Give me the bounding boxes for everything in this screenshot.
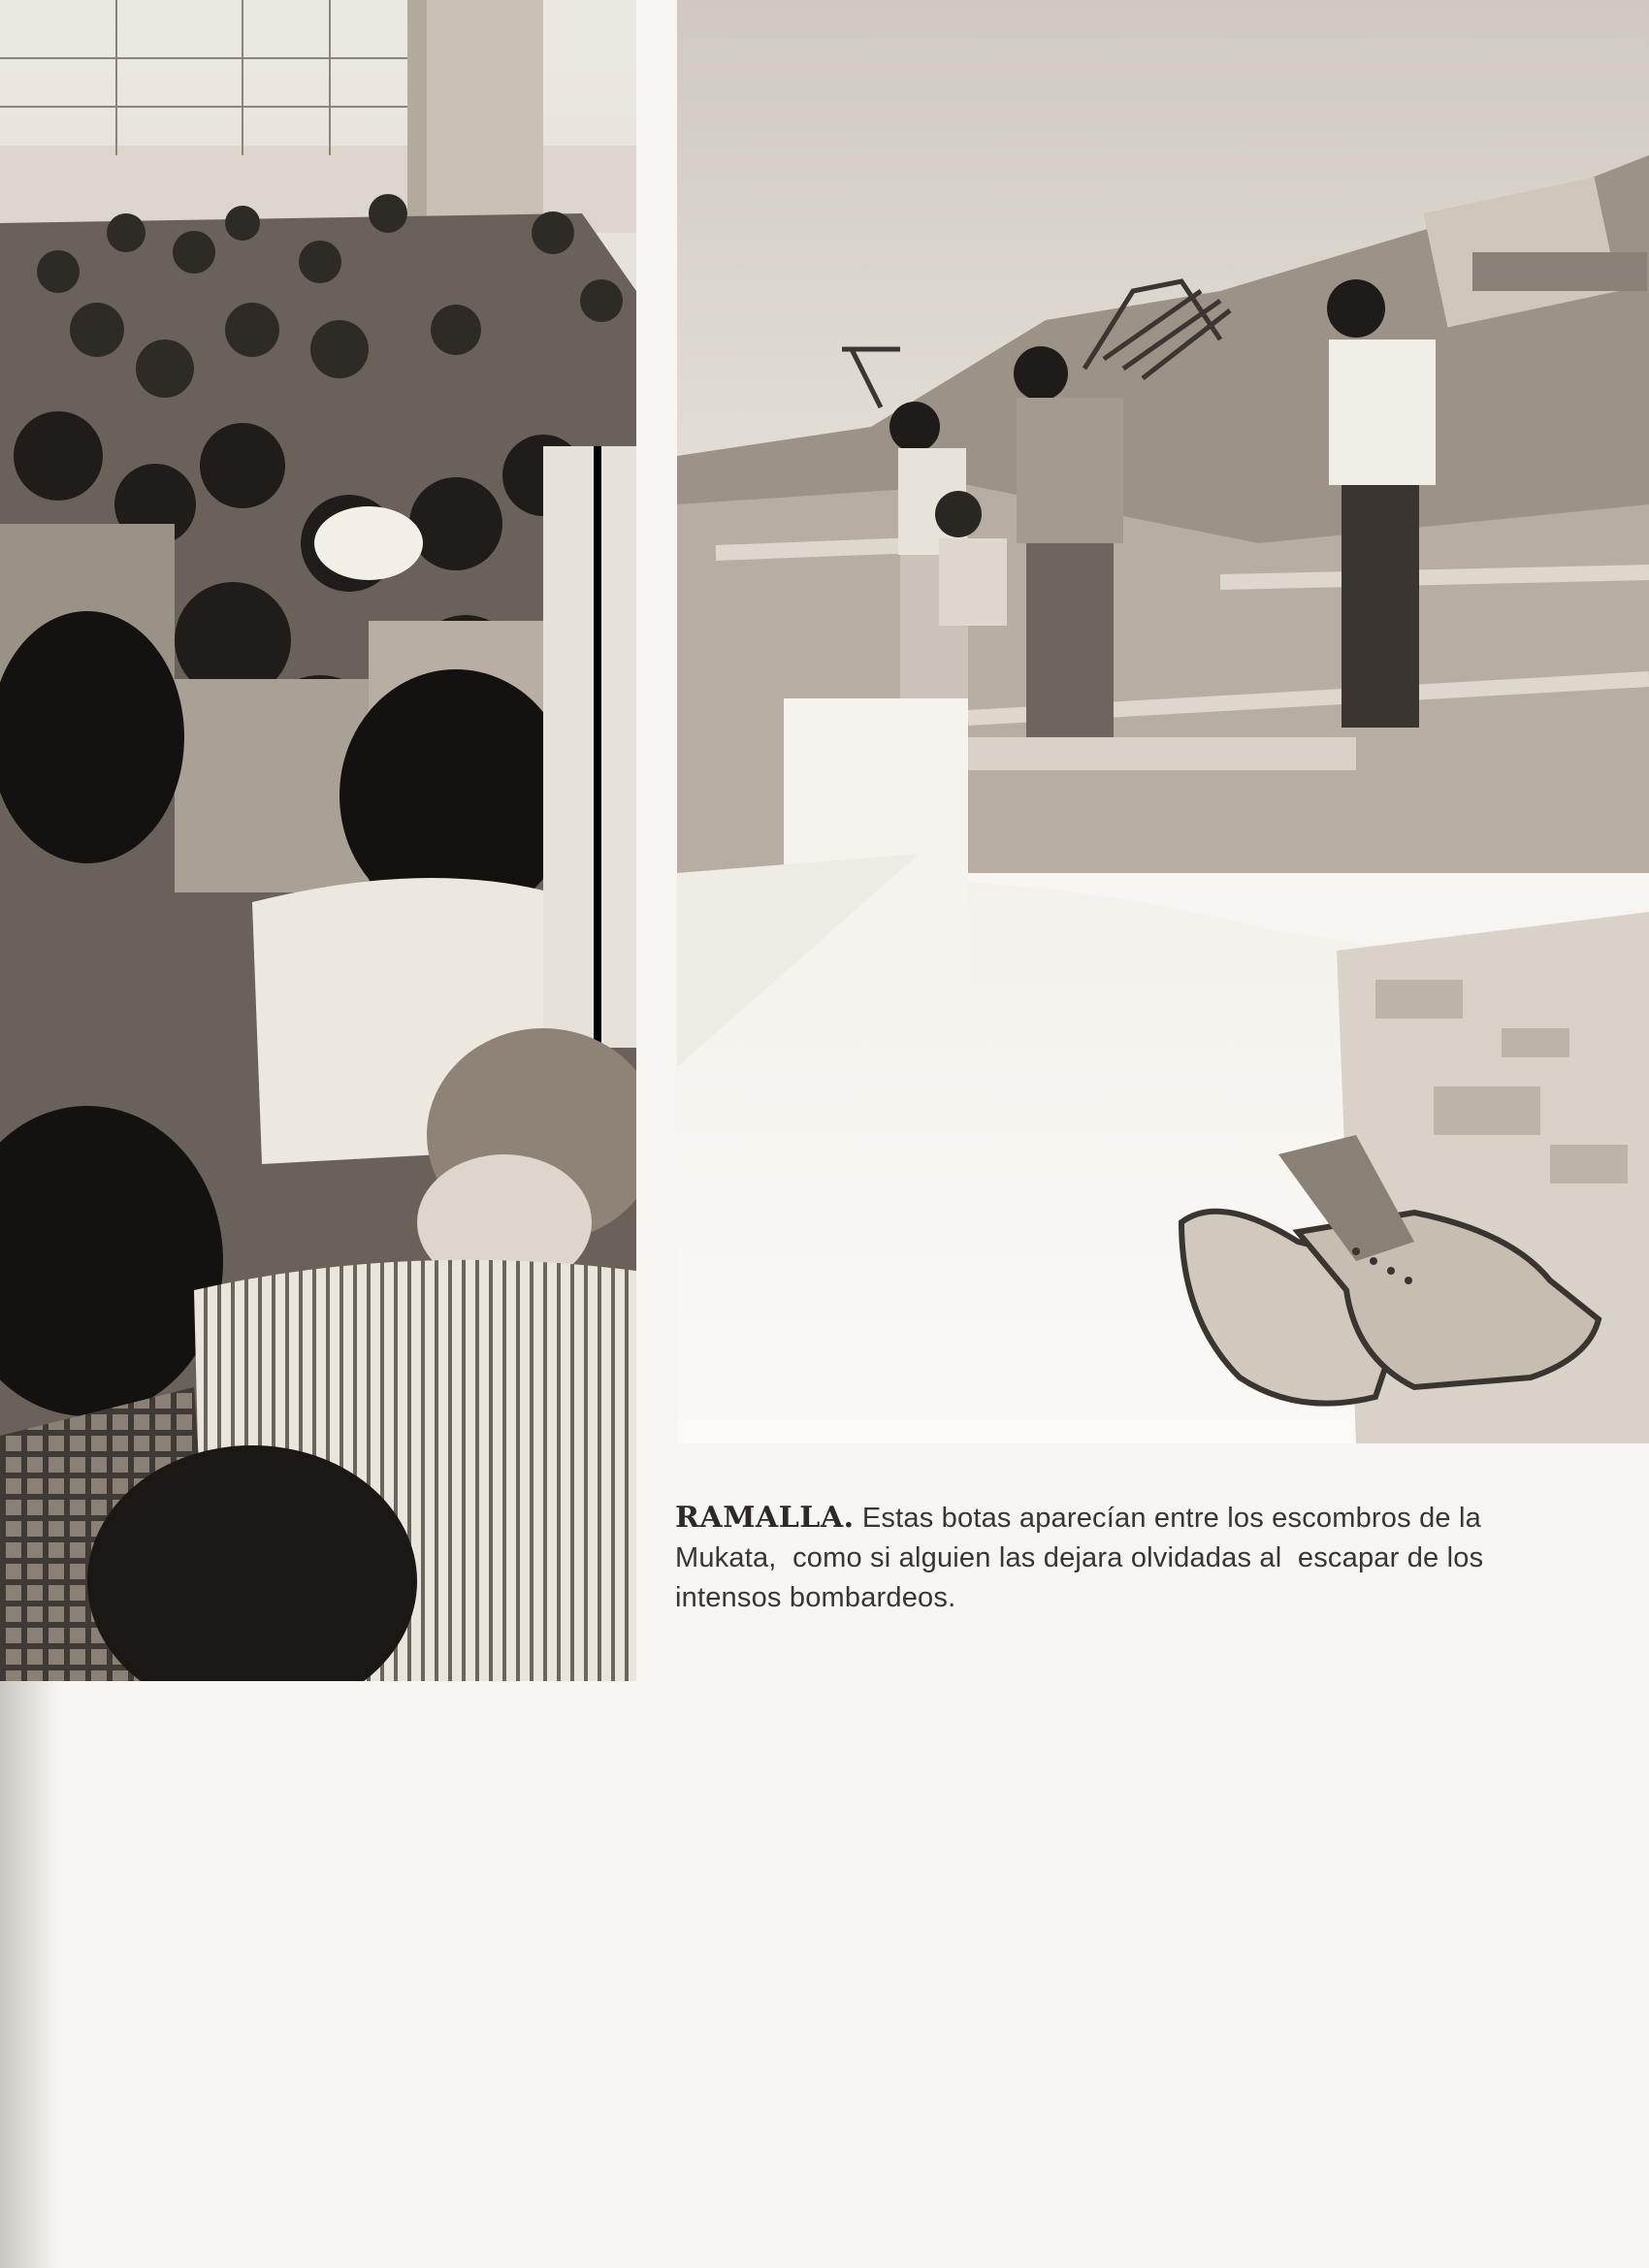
caption-line-1 <box>675 1498 1548 1539</box>
caption-line-1-text: Estas botas aparecían entre los escombros de la <box>861 1503 1481 1534</box>
ruins-photo <box>677 0 1649 1443</box>
crowd-photo <box>0 0 636 1681</box>
photo-caption <box>675 1498 1548 1618</box>
caption-line-2: Mukata, como si alguien las dejara olvidadas al escapar de los <box>675 1542 1484 1573</box>
caption-line-3: intensos bombardeos. <box>675 1582 956 1613</box>
caption-lead: RAMALLA. <box>675 1501 855 1535</box>
